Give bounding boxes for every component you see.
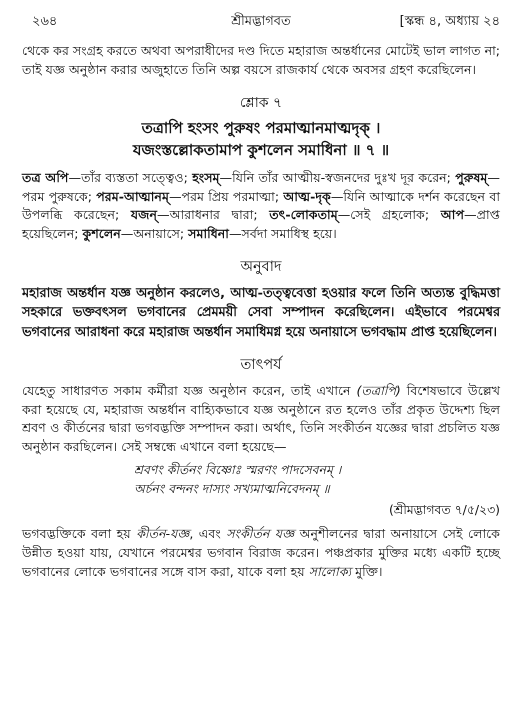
translation-text: মহারাজ অন্তর্ধান যজ্ঞ অনুষ্ঠান করলেও, আত্ম-তত্ত্ববেত্তা হওয়ার ফলে তিনি অত্যন্ত বুদ্ধিমত্তা সহকারে ভক্তবৎসল ভগবানের প্রেমময়ী সেবা সম্পাদন করেছিলেন। এইভাবে পরমেশ্বর ভগবানের আরাধনা করে মহারাজ অন্তর্ধান সমাধিমগ্ন হয়ে অনায়াসে ভগবদ্ধাম প্রাপ্ত হয়েছিলেন। bbox=[22, 285, 500, 340]
chapter-reference: [স্কন্ধ ৪, অধ্যায় ২৪ bbox=[399, 14, 500, 29]
syn-term: সমাধিনা bbox=[188, 225, 229, 241]
syn-term: তৎ-লোকতাম্ bbox=[269, 207, 338, 223]
syn-meaning: —অনায়াসে; bbox=[120, 225, 189, 241]
syn-meaning: —যিনি তাঁর আত্মীয়-স্বজনদের দুঃখ দূর করেন; bbox=[219, 170, 456, 186]
purport-text: বিশেষভাবে উল্লেখ করা হয়েছে যে, মহারাজ অন্তর্ধান বাহ্যিকভাবে যজ্ঞ অনুষ্ঠানে রত হলেও তাঁর প্রকৃত উদ্দেশ্য ছিল শ্রবণ ও কীর্তনের দ্বারা ভগবদ্ভক্তি সম্পাদন করা। অর্থাৎ, তিনি সংকীর্তন যজ্ঞের দ্বারা প্রচলিত যজ্ঞ অনুষ্ঠান করছিলেন। সেই সম্বন্ধে এখানে বলা হয়েছে— bbox=[22, 383, 500, 454]
book-title: শ্রীমদ্ভাগবত bbox=[231, 14, 291, 29]
shloka-title: শ্লোক ৭ bbox=[239, 95, 283, 112]
purport-paragraph-2 bbox=[22, 525, 500, 581]
purport-italic: (তত্রাপি) bbox=[356, 383, 401, 399]
page-number: ২৬৪ bbox=[32, 14, 58, 29]
syn-term: যজন্ bbox=[130, 207, 157, 223]
syn-term: পরম-আত্মানম্ bbox=[96, 188, 169, 204]
purport-italic: কীর্তন-যজ্ঞ bbox=[136, 526, 190, 542]
syn-meaning: —পরম প্রিয় পরমাত্মা; bbox=[168, 188, 284, 204]
verse-line-2: যজংস্তল্লোকতামাপ কুশলেন সমাধিনা ॥ ৭ ॥ bbox=[132, 141, 390, 160]
purport-paragraph-1 bbox=[22, 382, 500, 456]
translation-title: অনুবাদ bbox=[240, 258, 282, 275]
syn-meaning: —সর্বদা সমাধিস্থ হয়ে। bbox=[228, 225, 337, 241]
syn-meaning: —তাঁর ব্যস্ততা সত্ত্বেও; bbox=[68, 170, 193, 186]
syn-meaning: —প্রাপ্ত হয়েছিলেন; bbox=[22, 207, 501, 241]
quote-reference: (শ্রীমদ্ভাগবত ৭/৫/২৩) bbox=[389, 502, 500, 518]
purport-text: মুক্তি। bbox=[351, 563, 383, 579]
quote-block bbox=[22, 460, 500, 498]
purport-italic: সালোক্য bbox=[308, 563, 352, 579]
syn-term: কুশলেন bbox=[82, 225, 121, 241]
quote-line-2: অর্চনং বন্দনং দাস্যং সখ্যমাত্মনিবেদনম্ ॥ bbox=[134, 481, 330, 497]
syn-term: পুরুষম্ bbox=[455, 170, 488, 186]
page-header bbox=[22, 10, 500, 32]
purport-text: , এবং bbox=[189, 526, 227, 542]
syn-meaning: —যিনি আত্মাকে দর্শন করেছেন বা উপলব্ধি করেছেন; bbox=[22, 188, 500, 223]
purport-text: ভগবদ্ভক্তিকে বলা হয় bbox=[22, 526, 137, 542]
syn-meaning: —সেই গ্রহলোক; bbox=[337, 207, 441, 223]
page bbox=[22, 10, 500, 581]
verse-line-1: তত্রাপি হংসং পুরুষং পরমাত্মানমাত্মদৃক্ । bbox=[141, 119, 381, 138]
syn-term: হংসম্ bbox=[192, 170, 220, 186]
purport-title: তাৎপর্য bbox=[240, 357, 282, 374]
syn-meaning: —পরম পুরুষকে; bbox=[22, 170, 500, 204]
syn-meaning: —আরাধনার দ্বারা; bbox=[156, 207, 270, 223]
synonyms bbox=[22, 169, 500, 243]
purport-text: অনুশীলনের দ্বারা অনায়াসে সেই লোকে উন্নীত হওয়া যায়, যেখানে পরমেশ্বর ভগবান বিরাজ করেন। পঞ্চপ্রকার মুক্তির মধ্যে একটি হচ্ছে ভগবানের লোকে ভগবানের সঙ্গে বাস করা, যাকে বলা হয় bbox=[22, 526, 500, 579]
purport-italic: সংকীর্তন যজ্ঞ bbox=[226, 526, 295, 542]
quote-line-1: শ্রবণং কীর্তনং বিষ্ণোঃ স্মরণং পাদসেবনম্ । bbox=[134, 462, 342, 478]
purport-text: যেহেতু সাধারণত সকাম কর্মীরা যজ্ঞ অনুষ্ঠান করেন, তাই এখানে bbox=[22, 383, 357, 399]
syn-term: তত্র অপি bbox=[22, 170, 69, 186]
syn-term: আপ bbox=[440, 207, 465, 223]
syn-term: আত্ম-দৃক্ bbox=[283, 188, 331, 204]
intro-paragraph: থেকে কর সংগ্রহ করতে অথবা অপরাধীদের দণ্ড দিতে মহারাজ অন্তর্ধানের মোটেই ভাল লাগত না; তাই যজ্ঞ অনুষ্ঠান করার অজুহাতে তিনি অল্প বয়সে রাজকার্য থেকে অবসর গ্রহণ করেছিলেন। bbox=[22, 43, 500, 77]
